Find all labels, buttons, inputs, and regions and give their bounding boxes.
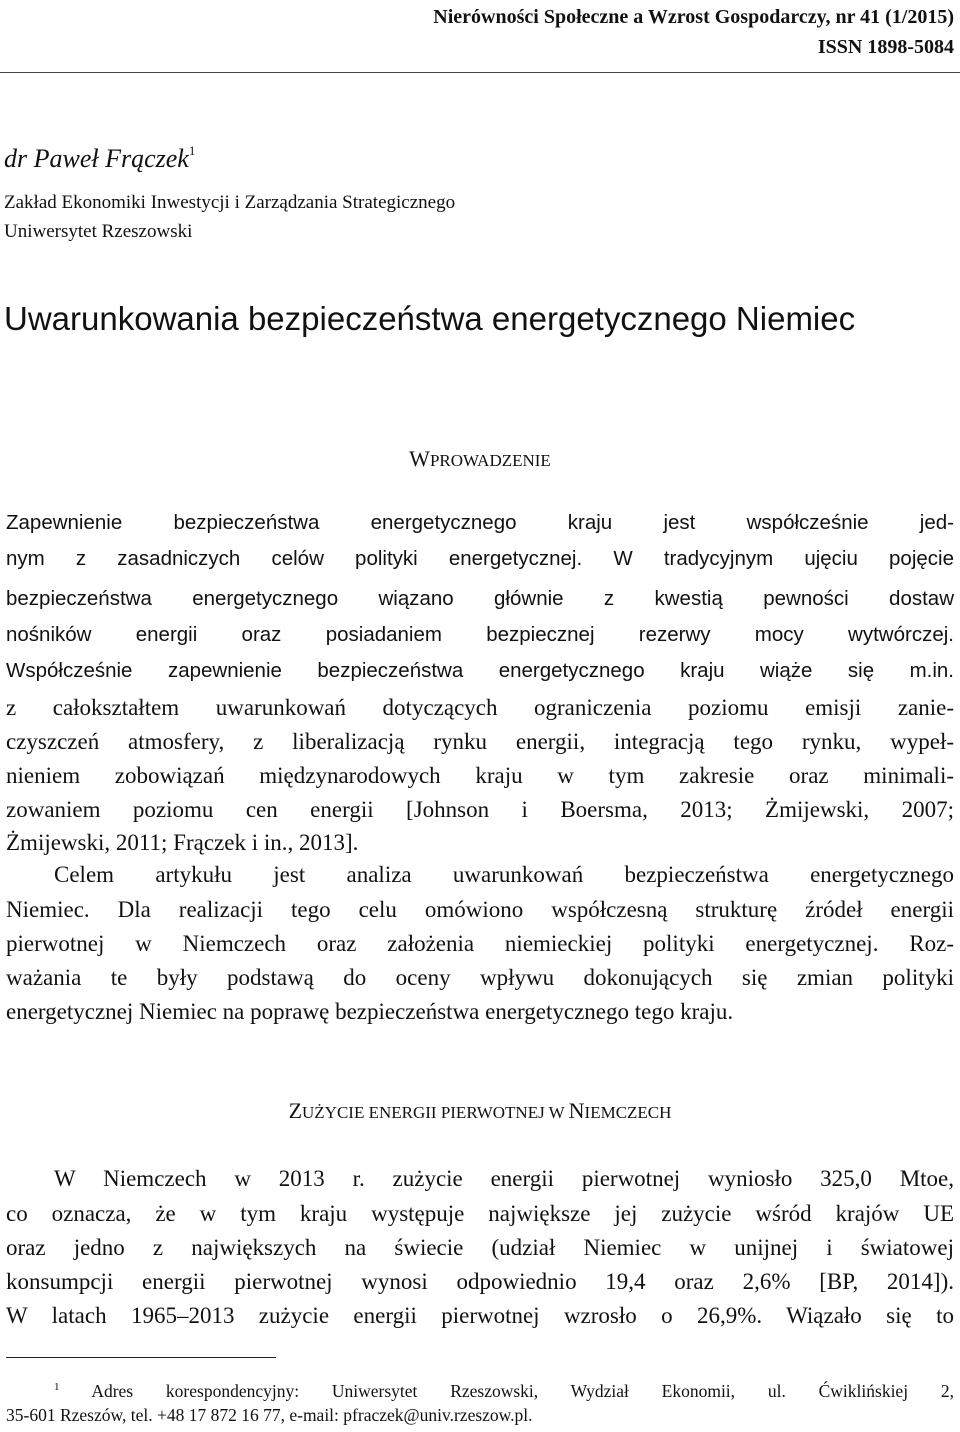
intro-line: z całokształtem uwarunkowań dotyczących ograniczenia poziomu emisji zanie-	[6, 695, 954, 720]
footnote-mark: 1	[54, 1381, 60, 1393]
section-heading-part: IEMCZECH	[584, 1103, 672, 1122]
section-heading-initial: W	[409, 446, 430, 471]
body-line: oraz jedno z największych na świecie (udział Niemiec w unijnej i światowej	[6, 1235, 954, 1260]
intro-line: Współcześnie zapewnienie bezpieczeństwa energetycznego kraju wiąże się m.in.	[6, 659, 954, 682]
intro-line: nym z zasadniczych celów polityki energetycznej. W tradycyjnym ujęciu pojęcie	[6, 547, 954, 570]
intro-line: zowaniem poziomu cen energii [Johnson i Boersma, 2013; Żmijewski, 2007;	[6, 797, 954, 822]
author-footnote-ref: 1	[188, 143, 196, 159]
purpose-line: pierwotnej w Niemczech oraz założenia niemieckiej polityki energetycznej. Roz-	[6, 931, 954, 956]
body-line: W latach 1965–2013 zużycie energii pierwotnej wzrosło o 26,9%. Wiązało się to	[6, 1303, 954, 1328]
author-name-text: dr Paweł Frączek	[4, 144, 189, 173]
purpose-line: Celem artykułu jest analiza uwarunkowań bezpieczeństwa energetycznego	[54, 862, 954, 887]
section-heading-rest: PROWADZENIE	[429, 451, 551, 470]
footnote-rule	[6, 1357, 276, 1358]
intro-line: nośników energii oraz posiadaniem bezpiecznej rezerwy mocy wytwórczej.	[6, 623, 954, 646]
author-name	[4, 144, 195, 174]
body-line: konsumpcji energii pierwotnej wynosi odpowiednio 19,4 oraz 2,6% [BP, 2014]).	[6, 1269, 954, 1294]
section-heading-consumption	[0, 1098, 960, 1124]
body-line: co oznacza, że w tym kraju występuje największe jej zużycie wśród krajów UE	[6, 1201, 954, 1226]
purpose-line: ważania te były podstawą do oceny wpływu dokonujących się zmian polityki	[6, 965, 954, 990]
section-heading-part: UŻYCIE ENERGII PIERWOTNEJ W	[302, 1103, 569, 1122]
intro-line: bezpieczeństwa energetycznego wiązano głównie z kwestią pewności dostaw	[6, 587, 954, 610]
journal-header	[433, 2, 954, 62]
header-rule	[0, 72, 960, 73]
intro-line: nieniem zobowiązań międzynarodowych kraju w tym zakresie oraz minimali-	[6, 763, 954, 788]
journal-title: Nierówności Społeczne a Wzrost Gospodarczy, nr 41 (1/2015)	[433, 6, 954, 28]
section-heading-initial: N	[568, 1098, 585, 1123]
footnote-line: 35-601 Rzeszów, tel. +48 17 872 16 77, e-mail: pfraczek@univ.rzeszow.pl.	[6, 1405, 533, 1425]
intro-line: Zapewnienie bezpieczeństwa energetycznego kraju jest współcześnie jed-	[6, 511, 954, 534]
affiliation-department: Zakład Ekonomiki Inwestycji i Zarządzania Strategicznego	[4, 192, 456, 213]
section-heading-introduction	[0, 446, 960, 472]
purpose-line: Niemiec. Dla realizacji tego celu omówiono współczesną strukturę źródeł energii	[6, 897, 954, 922]
intro-line: czyszczeń atmosfery, z liberalizacją rynku energii, integracją tego rynku, wypeł-	[6, 729, 954, 754]
article-title: Uwarunkowania bezpieczeństwa energetycznego Niemiec	[4, 300, 856, 337]
purpose-line: energetycznej Niemiec na poprawę bezpieczeństwa energetycznego tego kraju.	[6, 999, 734, 1024]
intro-line: Żmijewski, 2011; Frączek i in., 2013].	[6, 830, 359, 855]
footnote-text: Adres korespondencyjny: Uniwersytet Rzeszowski, Wydział Ekonomii, ul. Ćwiklińskiej 2,	[91, 1380, 954, 1401]
journal-issn: ISSN 1898-5084	[817, 36, 954, 58]
affiliation-university: Uniwersytet Rzeszowski	[4, 221, 193, 242]
body-line: W Niemczech w 2013 r. zużycie energii pierwotnej wyniosło 325,0 Mtoe,	[54, 1166, 954, 1191]
section-heading-initial: Z	[288, 1098, 303, 1123]
